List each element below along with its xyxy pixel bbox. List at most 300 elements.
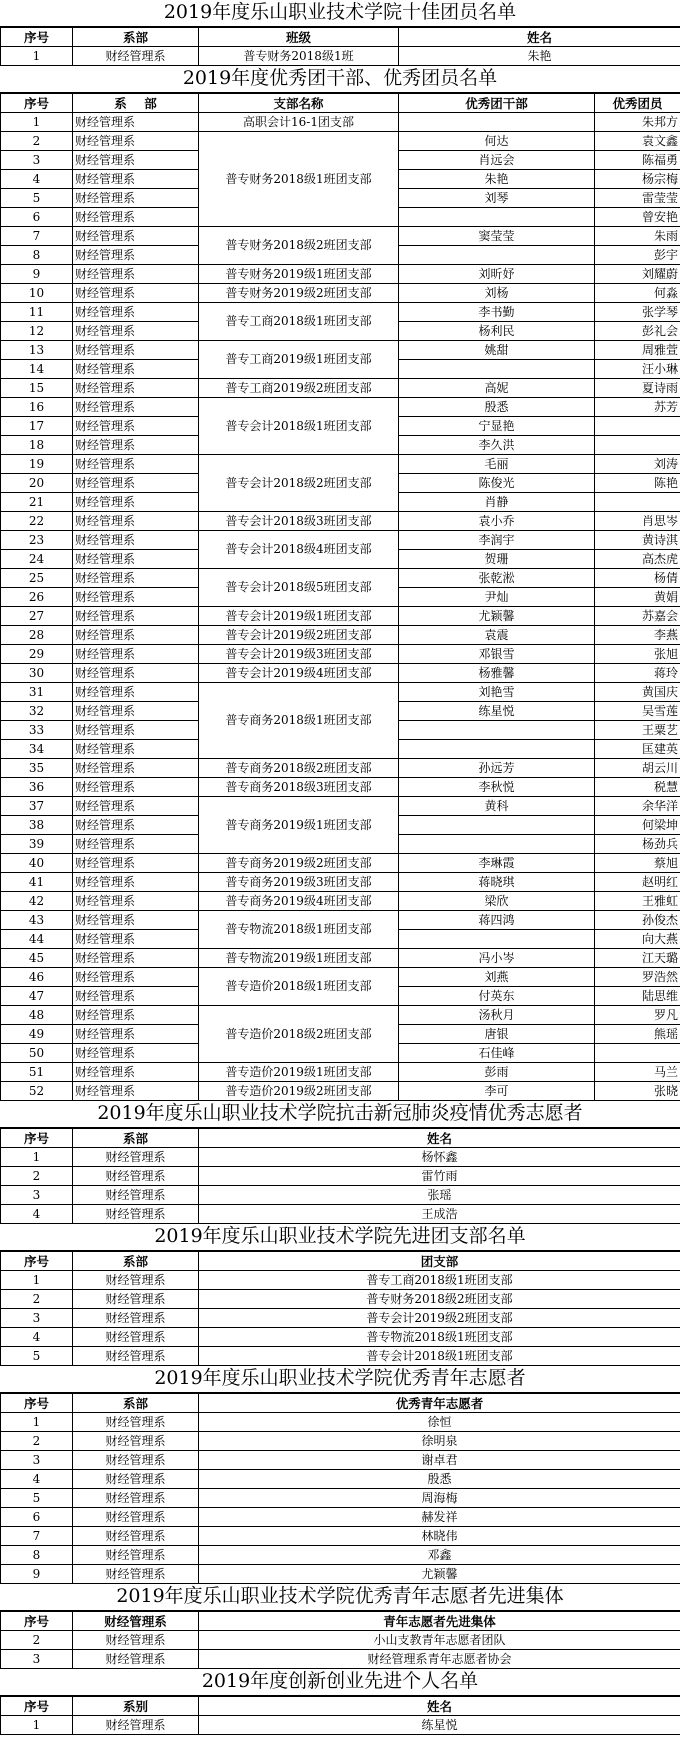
table-row (1, 227, 680, 246)
cell-dept: 财经管理系 (73, 835, 199, 854)
cell-member: 彭宇 (595, 246, 680, 265)
cell-value: 赫发祥 (199, 1508, 680, 1527)
table-row (1, 1489, 680, 1508)
cell-branch: 普专商务2019级4班团支部 (199, 892, 399, 911)
cell-member: 曾安艳 (595, 208, 680, 227)
section-title-top-ten: 2019年度乐山职业技术学院十佳团员名单 (0, 0, 680, 27)
cell-branch: 普专会计2018级3班团支部 (199, 512, 399, 531)
cell-dept: 财经管理系 (73, 47, 199, 66)
cell-member (595, 436, 680, 455)
cell-member: 蔡旭 (595, 854, 680, 873)
table-row (1, 1063, 680, 1082)
header-index: 序号 (1, 1697, 73, 1716)
cell-cadre: 李琳霞 (399, 854, 595, 873)
cell-dept: 财经管理系 (73, 189, 199, 208)
cell-branch: 普专会计2019级1班团支部 (199, 607, 399, 626)
cell-class: 普专财务2018级1班 (199, 47, 399, 66)
table-row (1, 512, 680, 531)
cell-branch: 普专造价2018级1班团支部 (199, 968, 399, 1006)
cell-member: 向大燕 (595, 930, 680, 949)
cell-dept: 财经管理系 (73, 1025, 199, 1044)
cell-index: 23 (1, 531, 73, 550)
cell-branch: 普专工商2019级2班团支部 (199, 379, 399, 398)
cell-dept: 财经管理系 (73, 854, 199, 873)
cell-index: 28 (1, 626, 73, 645)
cell-cadre: 肖远会 (399, 151, 595, 170)
cell-member: 江天璐 (595, 949, 680, 968)
cell-member: 苏芳 (595, 398, 680, 417)
cell-index: 39 (1, 835, 73, 854)
cell-dept: 财经管理系 (73, 284, 199, 303)
table-row (1, 1527, 680, 1546)
table-row (1, 626, 680, 645)
table-row (1, 854, 680, 873)
cell-dept: 财经管理系 (73, 911, 199, 930)
table-row (1, 1546, 680, 1565)
cell-cadre: 邓银雪 (399, 645, 595, 664)
cell-cadre: 张乾淞 (399, 569, 595, 588)
header-dept: 系 部 (73, 94, 199, 113)
cell-dept: 财经管理系 (73, 816, 199, 835)
table-top-ten (0, 27, 680, 66)
cell-dept: 财经管理系 (73, 873, 199, 892)
cell-member: 朱雨 (595, 227, 680, 246)
cell-member: 杨宗梅 (595, 170, 680, 189)
table-row (1, 911, 680, 930)
header-name: 姓名 (199, 1129, 680, 1148)
cell-dept: 财经管理系 (73, 740, 199, 759)
cell-index: 10 (1, 284, 73, 303)
cell-index: 5 (1, 189, 73, 208)
cell-dept: 财经管理系 (73, 1489, 199, 1508)
cell-value: 普专工商2018级1班团支部 (199, 1271, 680, 1290)
cell-dept: 财经管理系 (73, 949, 199, 968)
header-name: 姓名 (399, 28, 680, 47)
cell-index: 21 (1, 493, 73, 512)
cell-member: 赵明红 (595, 873, 680, 892)
cell-index: 1 (1, 113, 73, 132)
cell-cadre: 姚甜 (399, 341, 595, 360)
cell-member: 税慧 (595, 778, 680, 797)
cell-index: 11 (1, 303, 73, 322)
cell-member: 朱邦方 (595, 113, 680, 132)
table-row (1, 778, 680, 797)
cell-member (595, 1044, 680, 1063)
cell-dept: 财经管理系 (73, 341, 199, 360)
header-index: 序号 (1, 1252, 73, 1271)
cell-dept: 财经管理系 (73, 113, 199, 132)
cell-index: 2 (1, 1290, 73, 1309)
section-title-innovation: 2019年度创新创业先进个人名单 (0, 1669, 680, 1696)
cell-value: 张瑶 (199, 1186, 680, 1205)
cell-dept: 财经管理系 (73, 721, 199, 740)
cell-dept: 财经管理系 (73, 208, 199, 227)
cell-cadre: 李书勤 (399, 303, 595, 322)
cell-member: 罗凡 (595, 1006, 680, 1025)
table-header-row (1, 1697, 680, 1716)
table-row (1, 892, 680, 911)
cell-dept: 财经管理系 (73, 1063, 199, 1082)
header-name: 优秀青年志愿者 (199, 1394, 680, 1413)
table-row (1, 1271, 680, 1290)
cell-cadre: 彭雨 (399, 1063, 595, 1082)
cell-cadre (399, 360, 595, 379)
table-row (1, 1328, 680, 1347)
cell-member: 罗浩然 (595, 968, 680, 987)
cell-index: 15 (1, 379, 73, 398)
section-title-volunteer-groups: 2019年度乐山职业技术学院优秀青年志愿者先进集体 (0, 1584, 680, 1611)
cell-member: 李燕 (595, 626, 680, 645)
table-header-row (1, 1129, 680, 1148)
header-dept: 财经管理系 (73, 1612, 199, 1631)
cell-cadre (399, 246, 595, 265)
table-row (1, 47, 680, 66)
cell-member: 张旭 (595, 645, 680, 664)
header-branch: 支部名称 (199, 94, 399, 113)
cell-member: 张晓 (595, 1082, 680, 1101)
table-row (1, 1148, 680, 1167)
table-row (1, 569, 680, 588)
cell-member: 苏嘉会 (595, 607, 680, 626)
cell-dept: 财经管理系 (73, 531, 199, 550)
cell-index: 35 (1, 759, 73, 778)
cell-index: 48 (1, 1006, 73, 1025)
cell-cadre: 窦莹莹 (399, 227, 595, 246)
cell-value: 谢卓君 (199, 1451, 680, 1470)
cell-index: 4 (1, 1470, 73, 1489)
table-advanced-branches (0, 1251, 680, 1366)
table-header-row (1, 28, 680, 47)
cell-index: 46 (1, 968, 73, 987)
section-title-advanced-branches: 2019年度乐山职业技术学院先进团支部名单 (0, 1224, 680, 1251)
cell-dept: 财经管理系 (73, 360, 199, 379)
cell-index: 44 (1, 930, 73, 949)
cell-dept: 财经管理系 (73, 474, 199, 493)
cell-cadre: 石佳峰 (399, 1044, 595, 1063)
table-row (1, 645, 680, 664)
table-row (1, 531, 680, 550)
cell-branch: 普专商务2019级1班团支部 (199, 797, 399, 854)
table-header-row (1, 94, 680, 113)
cell-branch: 普专会计2019级2班团支部 (199, 626, 399, 645)
cell-member: 陈艳 (595, 474, 680, 493)
cell-dept: 财经管理系 (73, 778, 199, 797)
cell-dept: 财经管理系 (73, 1328, 199, 1347)
cell-dept: 财经管理系 (73, 417, 199, 436)
cell-branch: 普专会计2018级5班团支部 (199, 569, 399, 607)
header-name: 青年志愿者先进集体 (199, 1612, 680, 1631)
header-class: 班级 (199, 28, 399, 47)
cell-index: 12 (1, 322, 73, 341)
cell-value: 杨怀鑫 (199, 1148, 680, 1167)
cell-index: 30 (1, 664, 73, 683)
cell-index: 14 (1, 360, 73, 379)
table-row (1, 303, 680, 322)
cell-index: 1 (1, 1716, 73, 1735)
cell-index: 18 (1, 436, 73, 455)
cell-cadre: 毛丽 (399, 455, 595, 474)
cell-cadre: 朱艳 (399, 170, 595, 189)
table-row (1, 284, 680, 303)
cell-branch: 普专商务2019级3班团支部 (199, 873, 399, 892)
cell-value: 周海梅 (199, 1489, 680, 1508)
cell-cadre: 刘琴 (399, 189, 595, 208)
section-title-covid-volunteers: 2019年度乐山职业技术学院抗击新冠肺炎疫情优秀志愿者 (0, 1101, 680, 1128)
table-header-row (1, 1612, 680, 1631)
cell-branch: 普专造价2018级2班团支部 (199, 1006, 399, 1063)
cell-index: 8 (1, 246, 73, 265)
cell-value: 林晓伟 (199, 1527, 680, 1546)
cell-member: 雷莹莹 (595, 189, 680, 208)
cell-cadre: 尹灿 (399, 588, 595, 607)
table-row (1, 1451, 680, 1470)
cell-dept: 财经管理系 (73, 1508, 199, 1527)
cell-dept: 财经管理系 (73, 1565, 199, 1584)
cell-index: 17 (1, 417, 73, 436)
cell-dept: 财经管理系 (73, 626, 199, 645)
cell-index: 41 (1, 873, 73, 892)
table-row (1, 379, 680, 398)
cell-index: 2 (1, 1432, 73, 1451)
cell-dept: 财经管理系 (73, 1413, 199, 1432)
cell-dept: 财经管理系 (73, 1167, 199, 1186)
cell-member (595, 493, 680, 512)
cell-member: 黄诗淇 (595, 531, 680, 550)
cell-member: 杨劲兵 (595, 835, 680, 854)
cell-member: 张学琴 (595, 303, 680, 322)
cell-member: 汪小琳 (595, 360, 680, 379)
cell-branch: 普专财务2019级2班团支部 (199, 284, 399, 303)
section-title-youth-volunteers: 2019年度乐山职业技术学院优秀青年志愿者 (0, 1366, 680, 1393)
cell-index: 3 (1, 1309, 73, 1328)
cell-cadre: 蒋晓琪 (399, 873, 595, 892)
cell-member: 陆思维 (595, 987, 680, 1006)
table-row (1, 1290, 680, 1309)
cell-cadre: 蒋四鸿 (399, 911, 595, 930)
cell-dept: 财经管理系 (73, 265, 199, 284)
cell-dept: 财经管理系 (73, 759, 199, 778)
cell-index: 6 (1, 1508, 73, 1527)
cell-member: 马兰 (595, 1063, 680, 1082)
cell-branch: 普专工商2018级1班团支部 (199, 303, 399, 341)
cell-index: 31 (1, 683, 73, 702)
cell-dept: 财经管理系 (73, 379, 199, 398)
cell-cadre: 冯小岑 (399, 949, 595, 968)
cell-value: 小山支教青年志愿者团队 (199, 1631, 680, 1650)
cell-branch: 高职会计16-1团支部 (199, 113, 399, 132)
cell-dept: 财经管理系 (73, 1006, 199, 1025)
cell-value: 练星悦 (199, 1716, 680, 1735)
cell-cadre: 刘艳雪 (399, 683, 595, 702)
cell-dept: 财经管理系 (73, 1082, 199, 1101)
cell-dept: 财经管理系 (73, 227, 199, 246)
cell-cadre: 杨雅馨 (399, 664, 595, 683)
table-youth-volunteers (0, 1393, 680, 1584)
cell-cadre (399, 930, 595, 949)
header-name: 姓名 (199, 1697, 680, 1716)
cell-cadre: 肖静 (399, 493, 595, 512)
cell-member: 刘涛 (595, 455, 680, 474)
cell-cadre: 唐银 (399, 1025, 595, 1044)
cell-index: 22 (1, 512, 73, 531)
cell-member: 刘耀蔚 (595, 265, 680, 284)
cell-branch: 普专财务2018级1班团支部 (199, 132, 399, 227)
table-row (1, 1650, 680, 1669)
cell-index: 34 (1, 740, 73, 759)
cell-member: 胡云川 (595, 759, 680, 778)
cell-value: 徐恒 (199, 1413, 680, 1432)
cell-index: 24 (1, 550, 73, 569)
table-row (1, 1631, 680, 1650)
cell-dept: 财经管理系 (73, 322, 199, 341)
table-row (1, 664, 680, 683)
cell-dept: 财经管理系 (73, 436, 199, 455)
table-row (1, 607, 680, 626)
cell-value: 徐明泉 (199, 1432, 680, 1451)
table-row (1, 759, 680, 778)
header-index: 序号 (1, 1612, 73, 1631)
header-index: 序号 (1, 94, 73, 113)
cell-index: 5 (1, 1489, 73, 1508)
cell-cadre: 刘杨 (399, 284, 595, 303)
cell-value: 普专会计2019级2班团支部 (199, 1309, 680, 1328)
cell-cadre: 刘昕妤 (399, 265, 595, 284)
table-row (1, 683, 680, 702)
cell-index: 16 (1, 398, 73, 417)
cell-dept: 财经管理系 (73, 550, 199, 569)
cell-dept: 财经管理系 (73, 1148, 199, 1167)
table-row (1, 1006, 680, 1025)
cell-dept: 财经管理系 (73, 1044, 199, 1063)
cell-index: 25 (1, 569, 73, 588)
cell-index: 38 (1, 816, 73, 835)
cell-branch: 普专财务2018级2班团支部 (199, 227, 399, 265)
cell-cadre: 付英东 (399, 987, 595, 1006)
cell-dept: 财经管理系 (73, 569, 199, 588)
cell-dept: 财经管理系 (73, 1470, 199, 1489)
cell-member: 彭礼会 (595, 322, 680, 341)
cell-dept: 财经管理系 (73, 607, 199, 626)
cell-index: 50 (1, 1044, 73, 1063)
cell-dept: 财经管理系 (73, 797, 199, 816)
cell-branch: 普专会计2018级4班团支部 (199, 531, 399, 569)
table-row (1, 265, 680, 284)
cell-index: 3 (1, 1451, 73, 1470)
table-row (1, 949, 680, 968)
cell-member: 黄国庆 (595, 683, 680, 702)
cell-member (595, 417, 680, 436)
cell-dept: 财经管理系 (73, 702, 199, 721)
cell-index: 32 (1, 702, 73, 721)
cell-dept: 财经管理系 (73, 1631, 199, 1650)
cell-branch: 普专会计2019级3班团支部 (199, 645, 399, 664)
cell-cadre: 杨利民 (399, 322, 595, 341)
header-name: 团支部 (199, 1252, 680, 1271)
cell-cadre: 汤秋月 (399, 1006, 595, 1025)
cell-dept: 财经管理系 (73, 1271, 199, 1290)
cell-dept: 财经管理系 (73, 1347, 199, 1366)
cell-index: 13 (1, 341, 73, 360)
cell-cadre (399, 816, 595, 835)
cell-index: 27 (1, 607, 73, 626)
cell-index: 3 (1, 1186, 73, 1205)
table-row (1, 1565, 680, 1584)
cell-member: 肖思岑 (595, 512, 680, 531)
cell-index: 2 (1, 132, 73, 151)
cell-dept: 财经管理系 (73, 1205, 199, 1224)
table-row (1, 1716, 680, 1735)
cell-cadre: 袁震 (399, 626, 595, 645)
table-row (1, 1186, 680, 1205)
cell-cadre: 李秋悦 (399, 778, 595, 797)
cell-dept: 财经管理系 (73, 1432, 199, 1451)
cell-member: 周雅萱 (595, 341, 680, 360)
cell-dept: 财经管理系 (73, 1309, 199, 1328)
header-member: 优秀团员 (595, 94, 680, 113)
table-row (1, 1205, 680, 1224)
cell-dept: 财经管理系 (73, 968, 199, 987)
header-cadre: 优秀团干部 (399, 94, 595, 113)
cell-member: 熊瑶 (595, 1025, 680, 1044)
section-title-excellent-cadres: 2019年度优秀团干部、优秀团员名单 (0, 66, 680, 93)
cell-index: 4 (1, 1205, 73, 1224)
header-dept: 系部 (73, 1394, 199, 1413)
cell-index: 36 (1, 778, 73, 797)
cell-member: 陈福勇 (595, 151, 680, 170)
cell-index: 8 (1, 1546, 73, 1565)
cell-value: 普专财务2018级2班团支部 (199, 1290, 680, 1309)
cell-index: 52 (1, 1082, 73, 1101)
cell-member: 余华洋 (595, 797, 680, 816)
header-index: 序号 (1, 28, 73, 47)
table-header-row (1, 1394, 680, 1413)
cell-name: 朱艳 (399, 47, 680, 66)
table-row (1, 797, 680, 816)
cell-dept: 财经管理系 (73, 455, 199, 474)
cell-dept: 财经管理系 (73, 151, 199, 170)
table-innovation (0, 1696, 680, 1735)
cell-cadre: 刘燕 (399, 968, 595, 987)
cell-cadre: 殷悉 (399, 398, 595, 417)
cell-index: 49 (1, 1025, 73, 1044)
cell-branch: 普专财务2019级1班团支部 (199, 265, 399, 284)
cell-cadre: 梁欣 (399, 892, 595, 911)
cell-index: 5 (1, 1347, 73, 1366)
cell-index: 47 (1, 987, 73, 1006)
cell-dept: 财经管理系 (73, 246, 199, 265)
cell-member: 王粟艺 (595, 721, 680, 740)
cell-dept: 财经管理系 (73, 398, 199, 417)
cell-branch: 普专商务2018级2班团支部 (199, 759, 399, 778)
cell-index: 4 (1, 170, 73, 189)
cell-dept: 财经管理系 (73, 512, 199, 531)
header-dept: 系部 (73, 1129, 199, 1148)
cell-member: 王雅虹 (595, 892, 680, 911)
cell-value: 普专会计2018级1班团支部 (199, 1347, 680, 1366)
cell-member: 夏诗雨 (595, 379, 680, 398)
cell-dept: 财经管理系 (73, 1716, 199, 1735)
cell-index: 20 (1, 474, 73, 493)
table-volunteer-groups (0, 1611, 680, 1669)
cell-branch: 普专工商2019级1班团支部 (199, 341, 399, 379)
cell-branch: 普专商务2019级2班团支部 (199, 854, 399, 873)
table-row (1, 968, 680, 987)
cell-cadre: 陈俊光 (399, 474, 595, 493)
cell-index: 4 (1, 1328, 73, 1347)
cell-member: 袁文鑫 (595, 132, 680, 151)
cell-dept: 财经管理系 (73, 930, 199, 949)
cell-index: 3 (1, 151, 73, 170)
